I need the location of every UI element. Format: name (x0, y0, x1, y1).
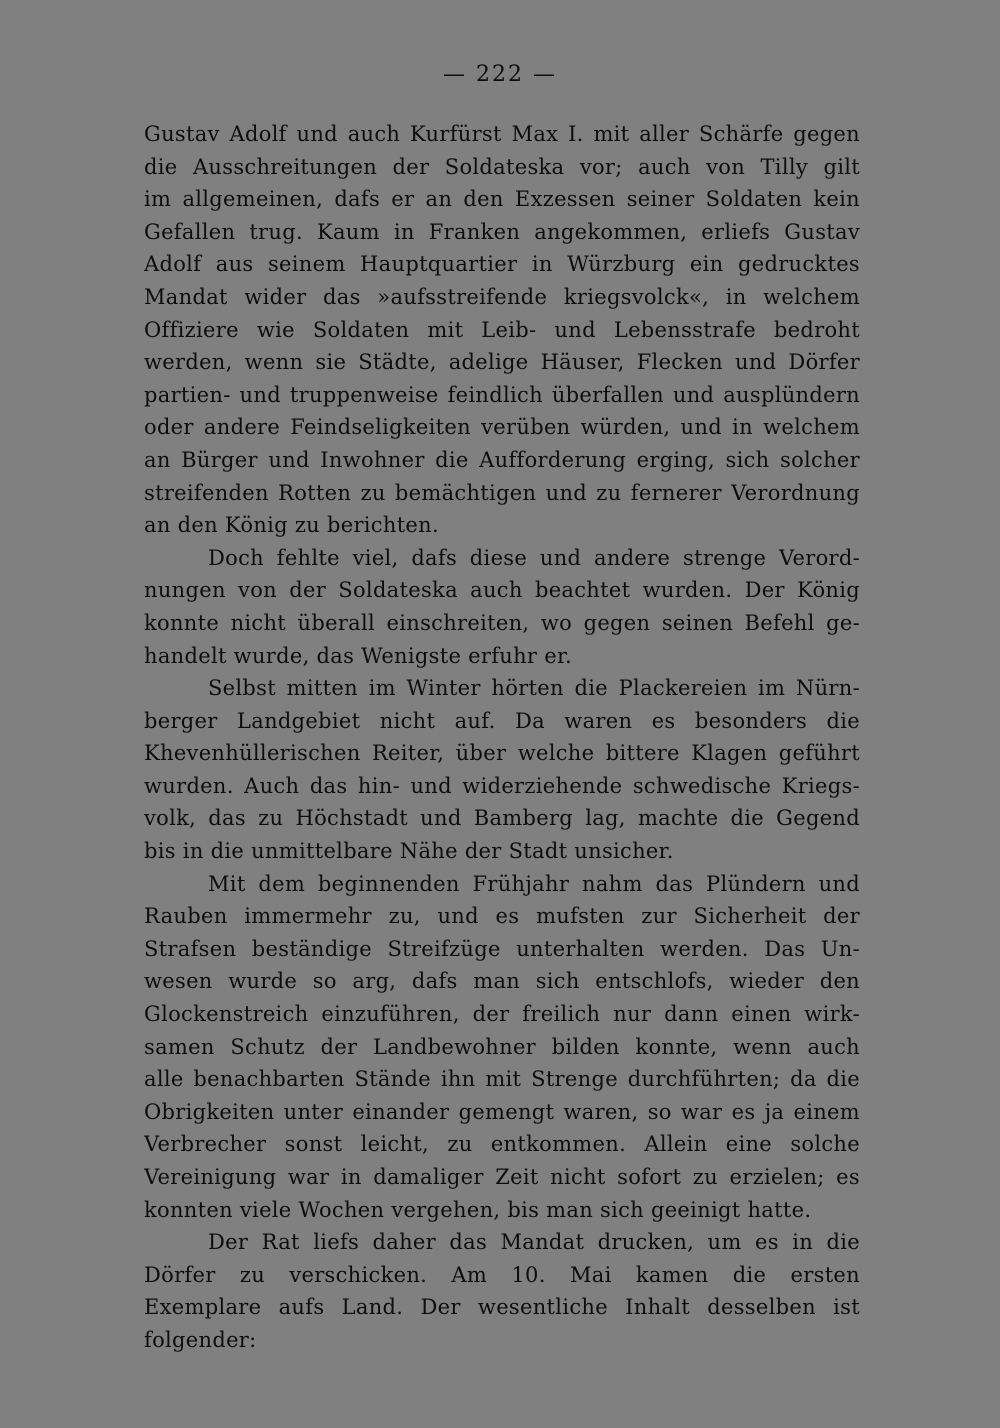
text-line: Rauben immermehr zu, und es mufsten zur Sicherheit der (144, 904, 860, 929)
text-line: nungen von der Soldateska auch beachtet wurden. Der König (144, 578, 860, 603)
text-line: Der Rat liefs daher das Mandat drucken, um es in die (208, 1230, 860, 1255)
text-line: die Ausschreitungen der Soldateska vor; auch von Tilly gilt (144, 154, 860, 179)
body-text (144, 118, 860, 1357)
text-line: werden, wenn sie Städte, adelige Häuser, Flecken und Dörfer (144, 350, 860, 375)
text-line: handelt wurde, das Wenigste erfuhr er. (144, 643, 572, 668)
text-line: alle benachbarten Stände ihn mit Strenge durchführten; da die (144, 1067, 860, 1092)
text-line: Vereinigung war in damaliger Zeit nicht sofort zu erzielen; es (144, 1165, 860, 1189)
text-line: Mit dem beginnenden Frühjahr nahm das Plündern und (208, 871, 860, 896)
text-line: Verbrecher sonst leicht, zu entkommen. Allein eine solche (144, 1132, 860, 1157)
text-line: konnte nicht überall einschreiten, wo gegen seinen Befehl ge- (144, 610, 860, 635)
text-line: partien- und truppenweise feindlich überfallen und ausplündern (144, 382, 860, 407)
text-line: bis in die unmittelbare Nähe der Stadt unsicher. (144, 839, 674, 864)
text-line: im allgemeinen, dafs er an den Exzessen seiner Soldaten kein (144, 187, 860, 212)
text-line: Obrigkeiten unter einander gemengt waren, so war es ja einem (144, 1099, 860, 1124)
text-line: konnten viele Wochen vergehen, bis man sich geeinigt hatte. (144, 1197, 812, 1222)
text-line: volk, das zu Höchstadt und Bamberg lag, machte die Gegend (144, 806, 860, 831)
text-line: Selbst mitten im Winter hörten die Plackereien im Nürn- (208, 676, 860, 701)
text-line: Exemplare aufs Land. Der wesentliche Inhalt desselben ist (144, 1295, 860, 1320)
text-line: folgender: (144, 1327, 257, 1352)
text-line: Offiziere wie Soldaten mit Leib- und Lebensstrafe bedroht (144, 317, 860, 342)
text-line: an Bürger und Inwohner die Aufforderung erging, sich solcher (144, 447, 860, 472)
page-number: — 222 — (443, 62, 557, 87)
text-line: an den König zu berichten. (144, 513, 439, 538)
text-line: berger Landgebiet nicht auf. Da waren es besonders die (144, 708, 860, 733)
text-line: Gefallen trug. Kaum in Franken angekommen, erliefs Gustav (144, 219, 860, 244)
text-line: Adolf aus seinem Hauptquartier in Würzburg ein gedrucktes (144, 252, 860, 277)
text-line: Gustav Adolf und auch Kurfürst Max I. mit aller Schärfe gegen (144, 122, 860, 146)
text-line: samen Schutz der Landbewohner bilden konnte, wenn auch (144, 1034, 860, 1059)
text-line: Glockenstreich einzuführen, der freilich nur dann einen wirk- (144, 1002, 860, 1027)
text-line: wurden. Auch das hin- und widerziehende schwedische Kriegs- (144, 773, 860, 798)
text-line: streifenden Rotten zu bemächtigen und zu fernerer Verordnung (144, 480, 860, 505)
text-line: Strafsen beständige Streifzüge unterhalten werden. Das Un- (144, 936, 860, 961)
text-line: Mandat wider das »aufsstreifende kriegsvolck«, in welchem (144, 284, 860, 309)
text-line: wesen wurde so arg, dafs man sich entschlofs, wieder den (144, 969, 860, 994)
text-line: Dörfer zu verschicken. Am 10. Mai kamen die ersten (144, 1262, 860, 1287)
text-line: Khevenhüllerischen Reiter, über welche bittere Klagen geführt (144, 741, 860, 766)
text-line: oder andere Feindseligkeiten verüben würden, und in welchem (144, 415, 860, 440)
text-line: Doch fehlte viel, dafs diese und andere strenge Verord- (208, 545, 860, 570)
